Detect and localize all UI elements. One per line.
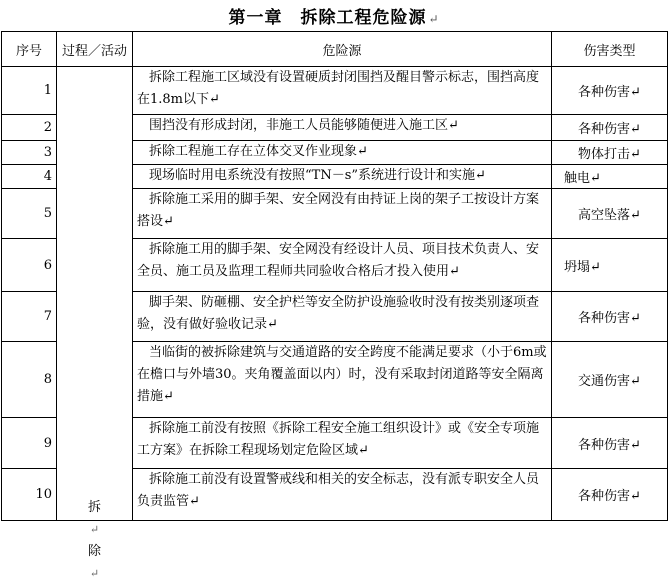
hazard-text: 拆除施工用的脚手架、安全网没有经设计人员、项目技术负责人、安全员、施工员及监理工程师共同验收合格后才投入使用↵: [133, 239, 552, 292]
title-text: 第一章 拆除工程危险源: [228, 8, 427, 28]
row-num: 1: [2, 67, 57, 115]
row-num: 4: [2, 165, 57, 189]
row-num: 3: [2, 141, 57, 165]
row-num: 10: [2, 469, 57, 521]
harm-type: 各种伤害↵: [552, 418, 668, 469]
hazard-text: 围挡没有形成封闭，非施工人员能够随便进入施工区↵: [133, 115, 552, 141]
header-process: 过程／活动: [57, 32, 133, 67]
hazard-text: 拆除工程施工存在立体交叉作业现象↵: [133, 141, 552, 165]
harm-type: 触电↵: [552, 165, 668, 189]
row-num: 7: [2, 292, 57, 342]
harm-type: 高空坠落↵: [552, 189, 668, 239]
row-num: 2: [2, 115, 57, 141]
row-num: 5: [2, 189, 57, 239]
hazard-text: 拆除施工采用的脚手架、安全网没有由持证上岗的架子工按设计方案搭设↵: [133, 189, 552, 239]
header-harm: 伤害类型: [552, 32, 668, 67]
hazard-table: [1, 31, 668, 580]
process-text: [57, 497, 132, 585]
page-title: [0, 3, 668, 28]
hazard-text: 拆除施工前没有按照《拆除工程安全施工组织设计》或《安全专项施工方案》在拆除工程现场划定危险区域↵: [133, 418, 552, 469]
table-row: [2, 67, 668, 115]
harm-type: 坍塌↵: [552, 239, 668, 292]
paragraph-mark-icon: ↵: [89, 567, 100, 580]
hazard-text: 拆除施工前没有设置警戒线和相关的安全标志，没有派专职安全人员负责监管↵: [133, 469, 552, 521]
header-hazard: 危险源: [133, 32, 552, 67]
row-num: 9: [2, 418, 57, 469]
harm-type: 各种伤害↵: [552, 67, 668, 115]
header-num: 序号: [2, 32, 57, 67]
paragraph-mark-icon: ↵: [428, 12, 440, 26]
paragraph-mark-icon: ↵: [89, 523, 100, 536]
table-header-row: [2, 32, 668, 67]
process-char: 拆: [87, 500, 101, 515]
process-cell: [57, 67, 133, 580]
harm-type: 物体打击↵: [552, 141, 668, 165]
hazard-text: 拆除工程施工区域没有设置硬质封闭围挡及醒目警示标志，围挡高度在1.8m以下↵: [133, 67, 552, 115]
hazard-text: 现场临时用电系统没有按照“TN－s”系统进行设计和实施↵: [133, 165, 552, 189]
hazard-text: 当临街的被拆除建筑与交通道路的安全跨度不能满足要求（小于6m或在檐口与外墙30。夹角覆盖面以内）时，没有采取封闭道路等安全隔离措施↵: [133, 342, 552, 418]
harm-type: 各种伤害↵: [552, 469, 668, 521]
harm-type: 交通伤害↵: [552, 342, 668, 418]
hazard-text: 脚手架、防砸棚、安全护栏等安全防护设施验收时没有按类别逐项查验，没有做好验收记录↵: [133, 292, 552, 342]
row-num: 6: [2, 239, 57, 292]
process-char: 除: [87, 544, 101, 559]
harm-type: 各种伤害↵: [552, 115, 668, 141]
row-num: 8: [2, 342, 57, 418]
harm-type: 各种伤害↵: [552, 292, 668, 342]
